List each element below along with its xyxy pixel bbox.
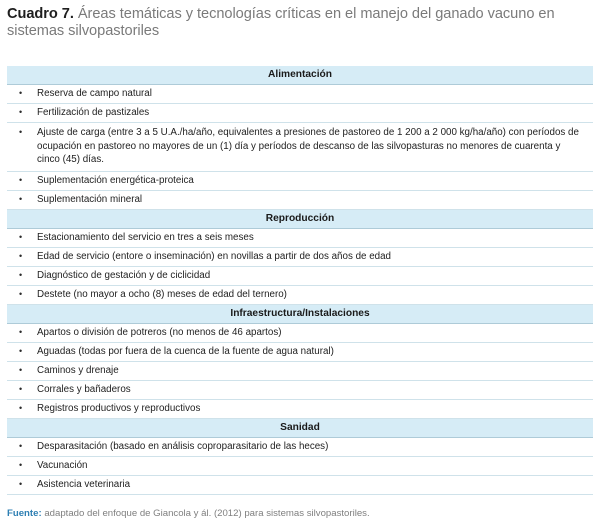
list-item bbox=[7, 438, 593, 457]
list-item bbox=[7, 343, 593, 362]
item-text: Diagnóstico de gestación y de ciclicidad bbox=[37, 269, 211, 281]
bullet-icon: • bbox=[19, 478, 23, 489]
bullet-icon: • bbox=[19, 326, 23, 337]
list-item bbox=[7, 400, 593, 419]
bullet-icon: • bbox=[19, 127, 23, 137]
bullet-icon: • bbox=[19, 364, 23, 375]
item-text: Suplementación mineral bbox=[37, 193, 143, 205]
list-item bbox=[7, 476, 593, 495]
list-item bbox=[7, 324, 593, 343]
source-footnote bbox=[7, 508, 370, 519]
item-text: Asistencia veterinaria bbox=[37, 478, 131, 490]
section-header-infraestructura: Infraestructura/Instalaciones bbox=[7, 305, 593, 324]
list-item bbox=[7, 286, 593, 305]
list-item bbox=[7, 104, 593, 123]
item-text: Vacunación bbox=[37, 459, 88, 471]
caption-text: Áreas temáticas y tecnologías críticas en el manejo del ganado vacuno en sistemas silvopastoriles bbox=[7, 6, 555, 39]
bullet-icon: • bbox=[19, 345, 23, 356]
item-text: Reserva de campo natural bbox=[37, 88, 152, 99]
section-header-sanidad: Sanidad bbox=[7, 419, 593, 438]
bullet-icon: • bbox=[19, 269, 23, 280]
list-item bbox=[7, 123, 593, 172]
item-text: Corrales y bañaderos bbox=[37, 383, 131, 395]
bullet-icon: • bbox=[19, 193, 23, 204]
item-text: Aguadas (todas por fuera de la cuenca de la fuente de agua natural) bbox=[37, 345, 334, 357]
item-text: Desparasitación (basado en análisis coproparasitario de las heces) bbox=[37, 440, 329, 452]
list-item bbox=[7, 229, 593, 248]
source-text: adaptado del enfoque de Giancola y ál. (2012) para sistemas silvopastoriles. bbox=[41, 508, 370, 519]
list-item bbox=[7, 172, 593, 191]
bullet-icon: • bbox=[19, 250, 23, 261]
bullet-icon: • bbox=[19, 459, 23, 470]
bullet-icon: • bbox=[19, 88, 23, 98]
item-text: Registros productivos y reproductivos bbox=[37, 402, 201, 414]
list-item bbox=[7, 248, 593, 267]
item-text: Apartos o división de potreros (no menos de 46 apartos) bbox=[37, 326, 282, 338]
bullet-icon: • bbox=[19, 440, 23, 451]
list-item bbox=[7, 457, 593, 476]
caption-number: Cuadro 7. bbox=[7, 6, 74, 22]
item-text: Edad de servicio (entore o inseminación) en novillas a partir de dos años de edad bbox=[37, 250, 391, 262]
bullet-icon: • bbox=[19, 231, 23, 242]
item-text: Caminos y drenaje bbox=[37, 364, 119, 376]
list-item bbox=[7, 267, 593, 286]
item-text: Estacionamiento del servicio en tres a seis meses bbox=[37, 231, 254, 243]
table-caption bbox=[7, 6, 593, 40]
section-header-reproduccion: Reproducción bbox=[7, 210, 593, 229]
item-text: Fertilización de pastizales bbox=[37, 107, 150, 118]
section-header-alimentacion: Alimentación bbox=[7, 66, 593, 85]
bullet-icon: • bbox=[19, 402, 23, 413]
source-label: Fuente: bbox=[7, 508, 42, 519]
list-item bbox=[7, 191, 593, 210]
item-text: Suplementación energética-proteica bbox=[37, 174, 194, 186]
item-text: Destete (no mayor a ocho (8) meses de edad del ternero) bbox=[37, 288, 287, 300]
bullet-icon: • bbox=[19, 383, 23, 394]
item-text: Ajuste de carga (entre 3 a 5 U.A./ha/año, equivalentes a presiones de pastoreo de 1 200 a 2 000 kg/ha/año) con períodos de ocupación en pastoreo no mayores de un (1) día y períodos de descanso de las silvopasturas no menores de cuarenta y cinco (45) días. bbox=[37, 127, 579, 166]
list-item bbox=[7, 85, 593, 104]
technology-table bbox=[7, 66, 593, 495]
bullet-icon: • bbox=[19, 107, 23, 117]
bullet-icon: • bbox=[19, 288, 23, 299]
list-item bbox=[7, 381, 593, 400]
list-item bbox=[7, 362, 593, 381]
bullet-icon: • bbox=[19, 174, 23, 185]
